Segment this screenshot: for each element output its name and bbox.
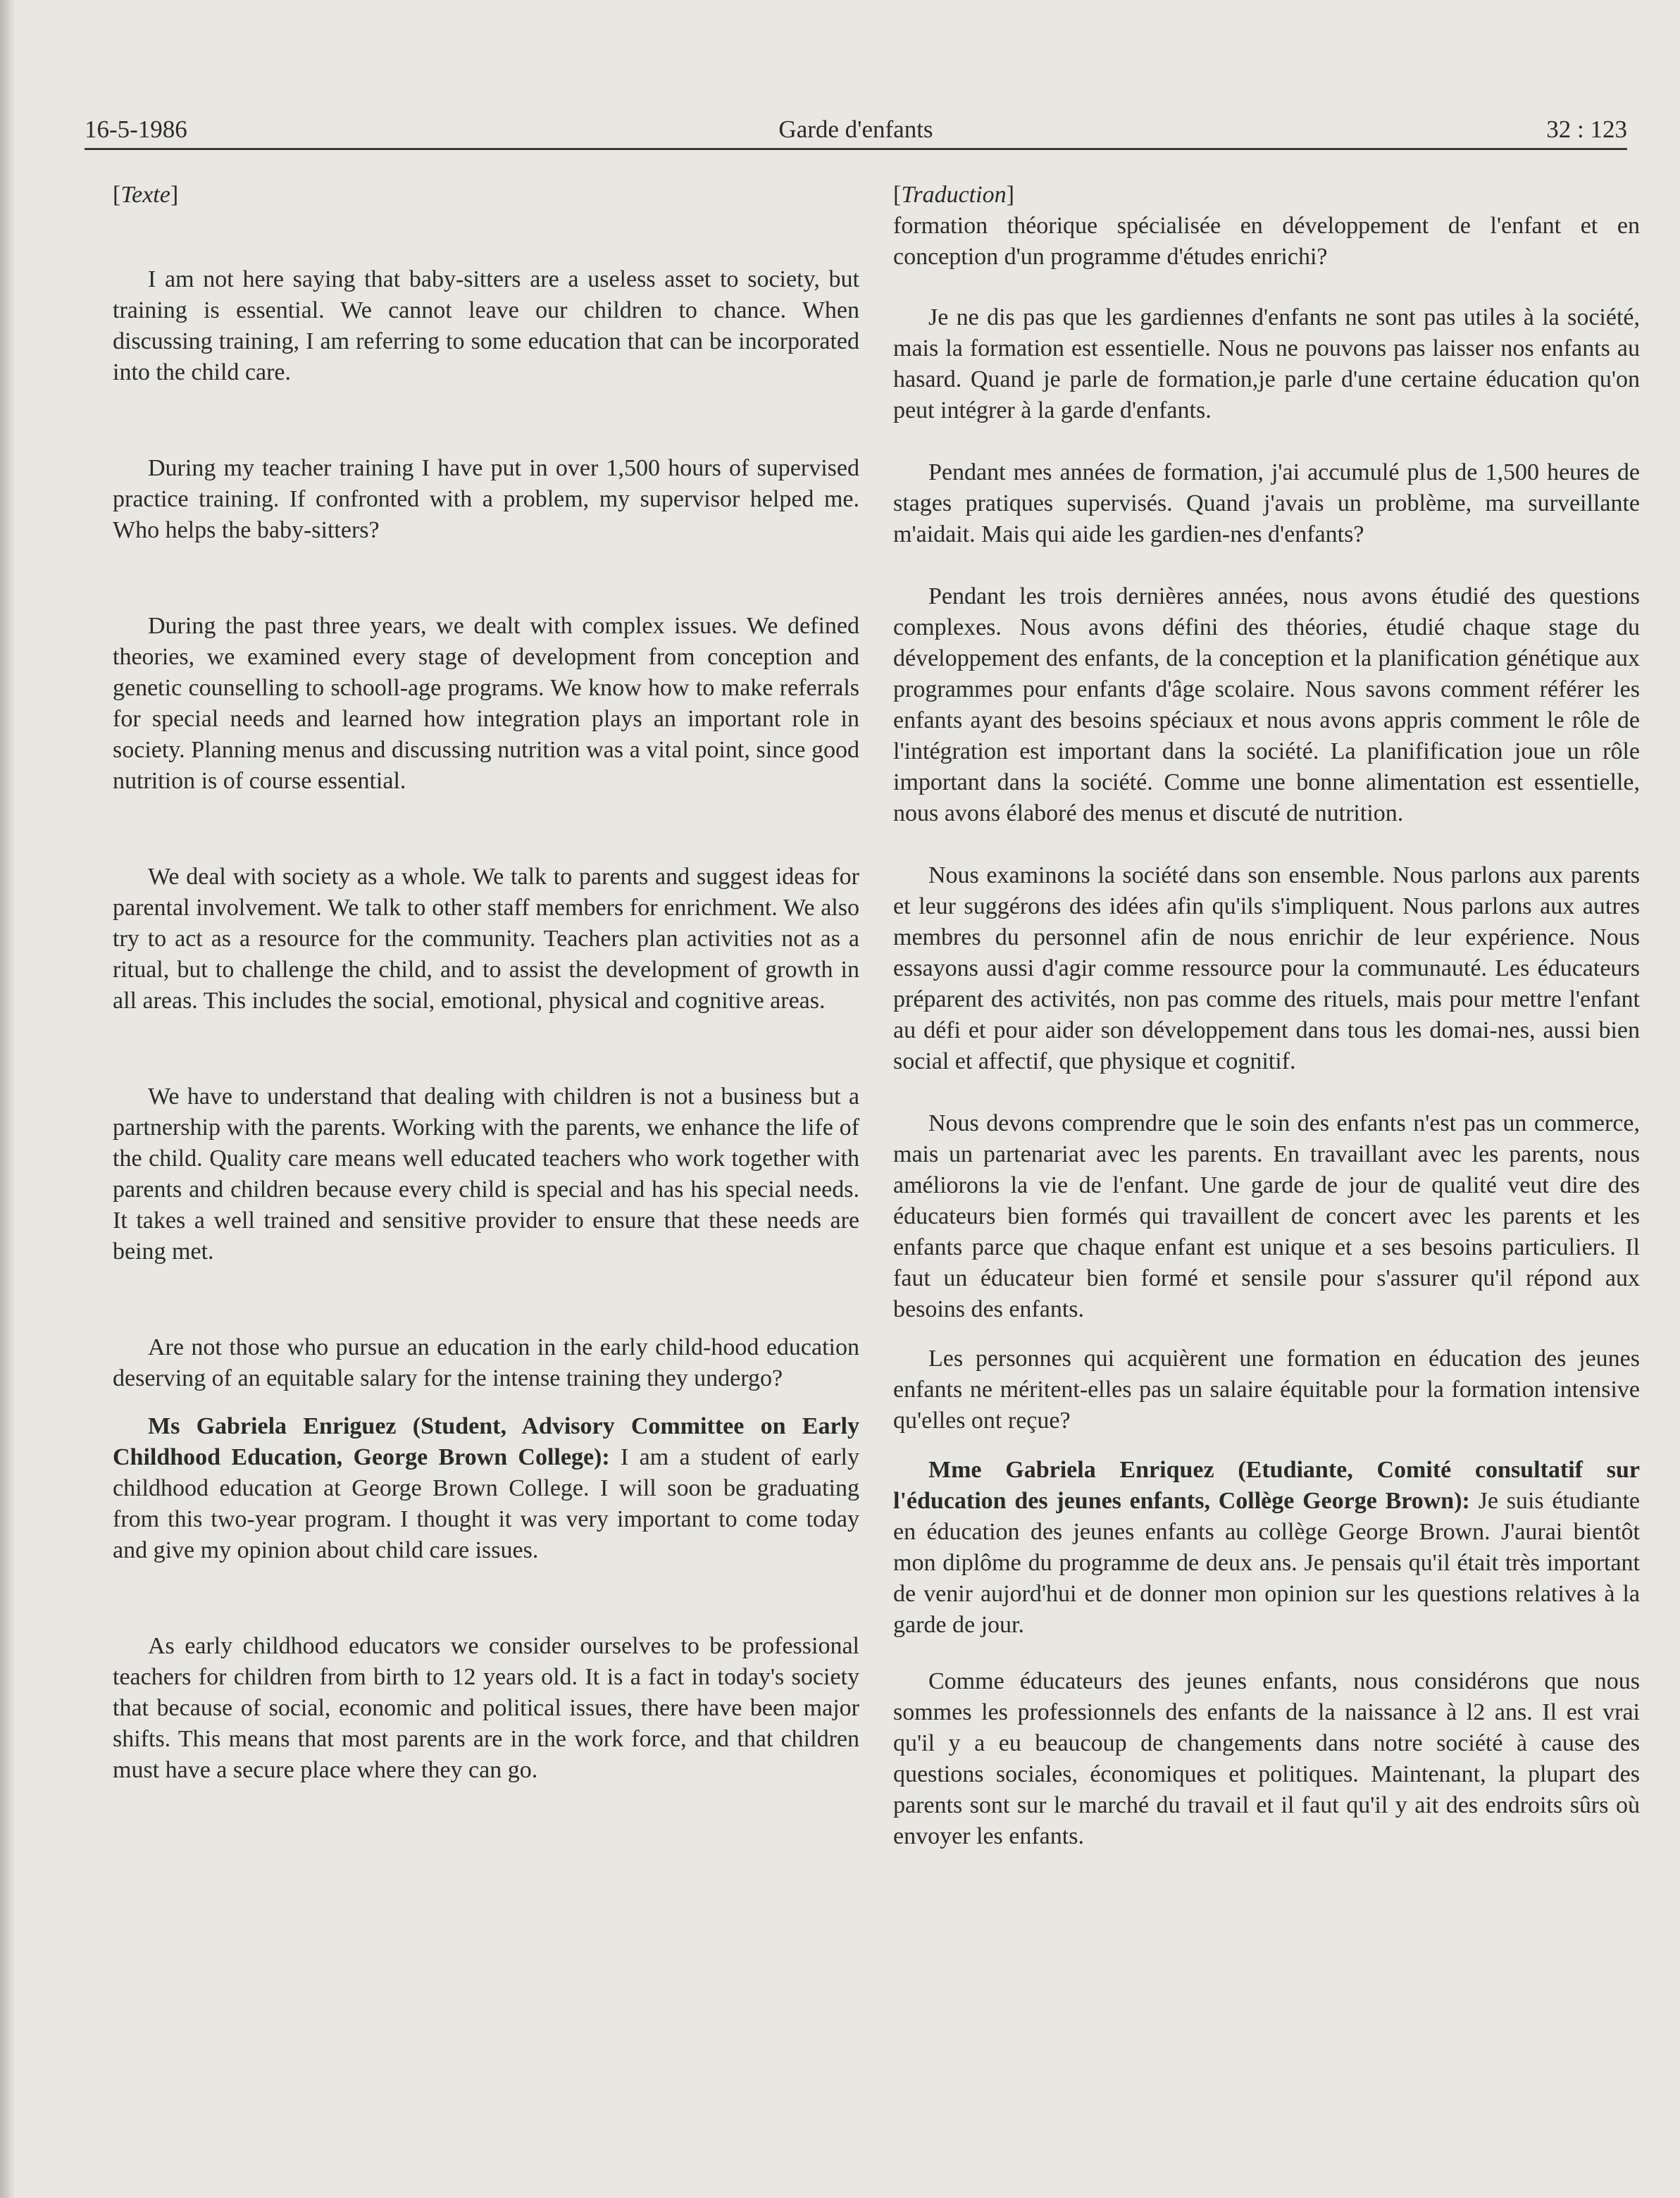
english-speaker-paragraph <box>113 1411 859 1566</box>
french-speaker-text: Je suis étudiante en éducation des jeunes enfants au collège George Brown. J'aurai bientôt mon diplôme du programme de deux ans. Je pensais qu'il était très important de venir aujord'hui et de donner mon opinion sur les questions relatives à la garde de jour. <box>893 1488 1641 1638</box>
french-paragraph: Les personnes qui acquièrent une formation en éducation des jeunes enfants ne méritent-elles pas un salaire équitable pour la formation intensive qu'elles ont reçue? <box>893 1346 1640 1434</box>
header-title: Garde d'enfants <box>778 116 933 143</box>
header-page-ref: 32 : 123 <box>1546 116 1627 143</box>
french-label-text: Traduction <box>901 182 1007 208</box>
english-paragraph: During my teacher training I have put in over 1,500 hours of supervised practice training. If confronted with a problem, my supervisor helped me. Who helps the baby-sitters? <box>113 455 859 543</box>
french-speaker-name: Mme Gabriela Enriquez (Etudiante, Comité consultatif sur l'éducation des jeunes enfants, Collège George Brown): <box>893 1457 1640 1514</box>
page-header <box>85 106 1627 150</box>
french-speaker-paragraph <box>893 1455 1640 1641</box>
english-section-label: [Texte] <box>113 182 179 208</box>
english-paragraph: We deal with society as a whole. We talk to parents and suggest ideas for parental involvement. We talk to other staff members for enrichment. We also try to act as a resource for the community. Teachers plan activities not as a ritual, but to challenge the child, and to assist the development of growth in all areas. This includes the social, emotional, physical and cognitive areas. <box>113 864 859 1014</box>
english-paragraph: As early childhood educators we consider ourselves to be professional teachers for children from birth to 12 years old. It is a fact in today's society that because of social, economic and political issues, there have been major shifts. This means that most parents are in the work force, and that children must have a secure place where they can go. <box>113 1633 859 1783</box>
header-date: 16-5-1986 <box>85 116 187 143</box>
english-column <box>113 180 859 1786</box>
english-paragraph: I am not here saying that baby-sitters are a useless asset to society, but training is essential. We cannot leave our children to chance. When discussing training, I am referring to some education that can be incorporated into the child care. <box>113 266 859 385</box>
french-paragraph: Pendant les trois dernières années, nous avons étudié des questions complexes. Nous avons défini des théories, étudié chaque stage du développement des enfants, de la conception et la planification génétique aux programmes pour enfants d'âge scolaire. Nous savons comment référer les enfants ayant des besoins spéciaux et nous avons appris comment le rôle de l'intégration est important dans la société. La planifification joue un rôle important dans la société. Comme une bonne alimentation est essentielle, nous avons élaboré des menus et discuté de nutrition. <box>893 583 1640 826</box>
english-speaker-name: Ms Gabriela Enriguez (Student, Advisory Committee on Early Childhood Education, George Brown College): <box>113 1413 859 1470</box>
french-paragraph: Pendant mes années de formation, j'ai accumulé plus de 1,500 heures de stages pratiques supervisés. Quand j'avais un problème, ma surveillante m'aidait. Mais qui aide les gardien-nes d'enfants? <box>893 459 1640 547</box>
page-edge-shadow <box>0 0 15 2198</box>
english-paragraph: During the past three years, we dealt with complex issues. We defined theories, we examined every stage of development from conception and genetic counselling to schooll-age programs. We know how to make referrals for special needs and learned how integration plays an important role in society. Planning menus and discussing nutrition was a vital point, since good nutrition is of course essential. <box>113 613 859 794</box>
french-paragraph: Je ne dis pas que les gardiennes d'enfants ne sont pas utiles à la société, mais la formation est essentielle. Nous ne pouvons pas laisser nos enfants au hasard. Quand je parle de formation,je parle d'une certaine éducation qu'on peut intégrer à la garde d'enfants. <box>893 304 1640 423</box>
french-paragraph: Nous devons comprendre que le soin des enfants n'est pas un commerce, mais un partenariat avec les parents. En travaillant avec les parents, nous améliorons la vie de l'enfant. Une garde de jour de qualité veut dire des éducateurs bien formés qui travaillent de concert avec les parents et les enfants parce que chaque enfant est unique et a ses besoins particuliers. Il faut un éducateur bien formé et sensile pour s'assurer qu'il répond aux besoins des enfants. <box>893 1110 1640 1322</box>
english-paragraph: Are not those who pursue an education in the early child-hood education deserving of an equitable salary for the intense training they undergo? <box>113 1334 859 1391</box>
french-paragraph: formation théorique spécialisée en développement de l'enfant et en conception d'un programme d'études enrichi? <box>893 213 1640 270</box>
english-label-text: Texte <box>120 182 170 208</box>
french-paragraph: Nous examinons la société dans son ensemble. Nous parlons aux parents et leur suggérons des idées afin qu'ils s'impliquent. Nous parlons aux autres membres du personnel afin de nous enrichir de leur expérience. Nous essayons aussi d'agir comme ressource pour la communauté. Les éducateurs préparent des activités, non pas comme des rituels, mais pour mettre l'enfant au défi et pour aider son développement dans tous les domai-nes, aussi bien social et affectif, que physique et cognitif. <box>893 862 1640 1074</box>
french-paragraph: Comme éducateurs des jeunes enfants, nous considérons que nous sommes les professionnels des enfants de la naissance à l2 ans. Il est vrai qu'il y a eu beaucoup de changements dans notre société à cause des questions sociales, économiques et politiques. Maintenant, la plupart des parents sont sur le marché du travail et il faut qu'il y ait des endroits sûrs où envoyer les enfants. <box>893 1668 1640 1849</box>
french-section-label: [Traduction] <box>893 182 1014 208</box>
french-column <box>893 180 1640 1852</box>
english-paragraph: We have to understand that dealing with children is not a business but a partnership with the parents. Working with the parents, we enhance the life of the child. Quality care means well educated teachers who work together with parents and children because every child is special and has his special needs. It takes a well trained and sensitive provider to ensure that these needs are being met. <box>113 1084 859 1265</box>
english-speaker-text: I am a student of early childhood education at George Brown College. I will soon be graduating from this two-year program. I thought it was very important to come today and give my opinion about child care issues. <box>113 1444 859 1563</box>
